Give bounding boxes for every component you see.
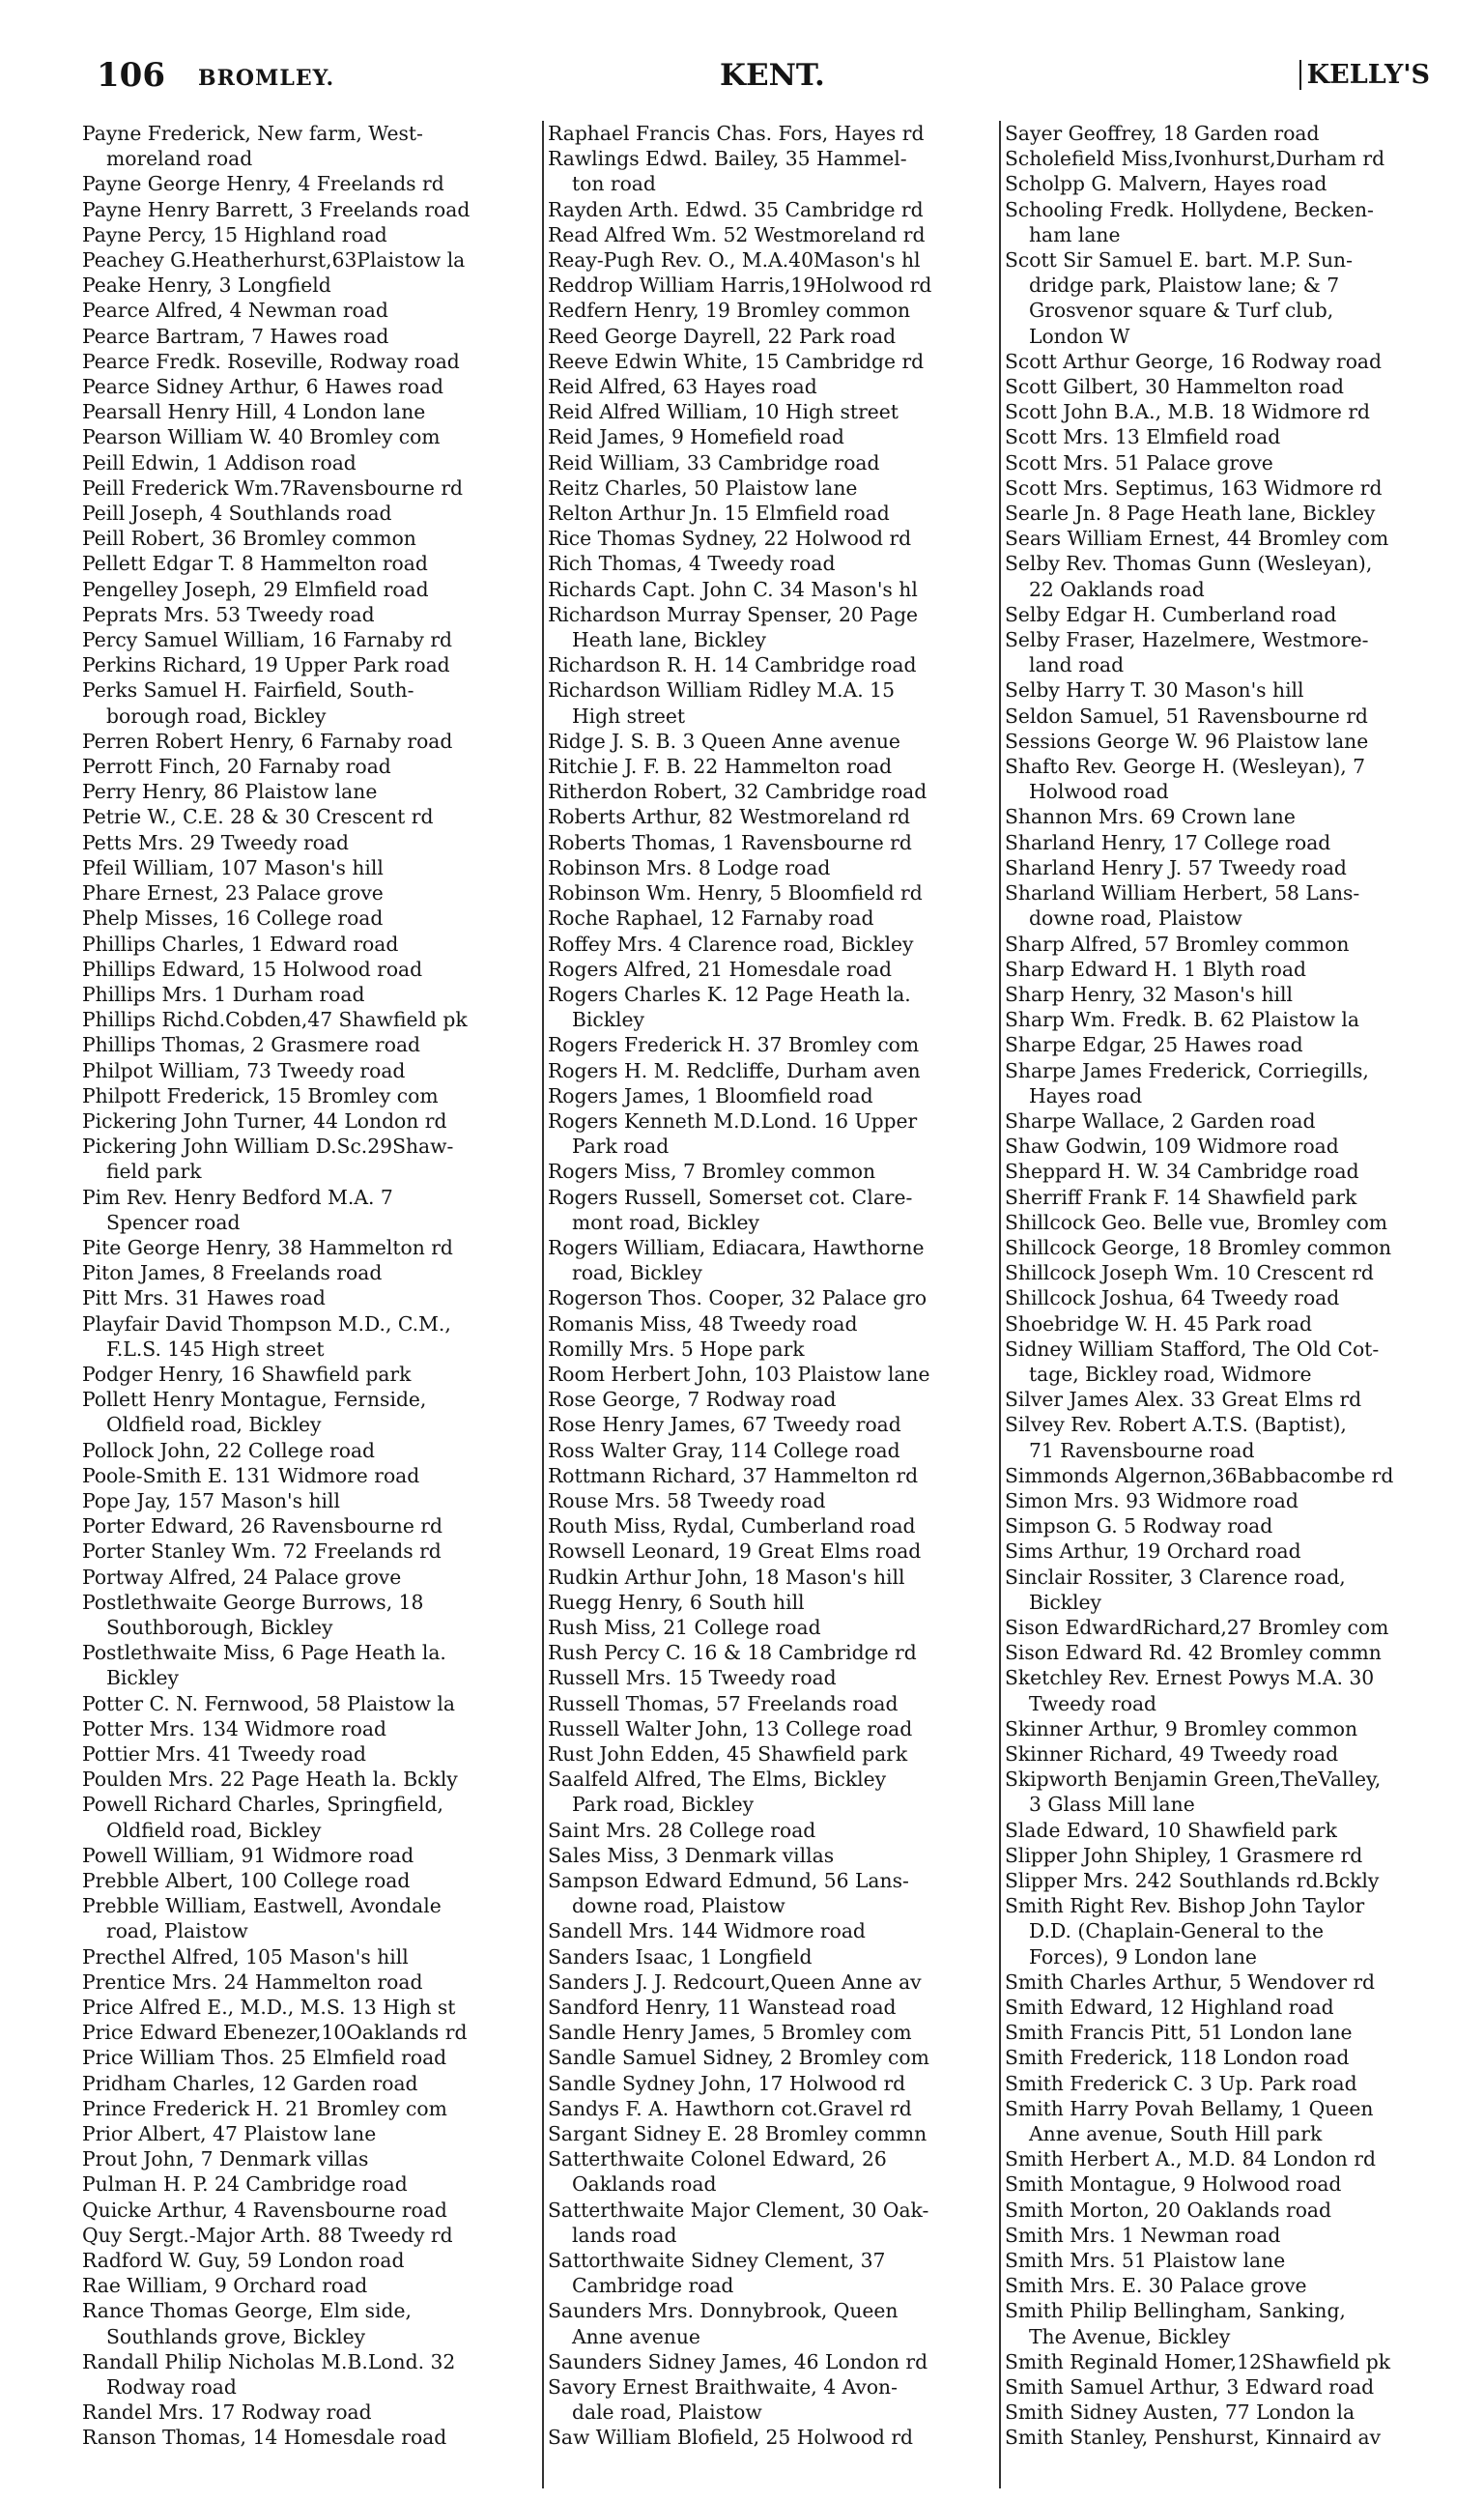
directory-entry: Rawlings Edwd. Bailey, 35 Hammel- xyxy=(548,147,907,171)
directory-entry: Rottmann Richard, 37 Hammelton rd xyxy=(548,1463,919,1487)
entry-continuation-line: 71 Ravensbourne road xyxy=(1029,1438,1255,1462)
entry-continuation-line: D.D. (Chaplain-General to the xyxy=(1029,1919,1324,1943)
entry-continuation-line: dridge park, Plaistow lane; & 7 xyxy=(1029,273,1340,298)
directory-entry: Smith Montague, 9 Holwood road xyxy=(1005,2172,1342,2197)
directory-entry: Pim Rev. Henry Bedford M.A. 7 xyxy=(82,1185,393,1209)
directory-entry: Smith Sidney Austen, 77 London la xyxy=(1005,2400,1356,2425)
directory-entry: Rudkin Arthur John, 18 Mason's hill xyxy=(548,1565,905,1589)
page-number: 106 xyxy=(97,56,165,95)
directory-entry: Scott Mrs. 51 Palace grove xyxy=(1005,450,1273,474)
entry-continuation-line: 3 Glass Mill lane xyxy=(1029,1793,1195,1817)
entry-continuation-line: Bickley xyxy=(1029,1590,1101,1614)
directory-entry: Phelp Misses, 16 College road xyxy=(82,906,384,931)
entry-continuation-line: Spencer road xyxy=(106,1210,241,1234)
directory-entry: Peake Henry, 3 Longfield xyxy=(82,273,331,298)
directory-entry: Richardson Murray Spenser, 20 Page xyxy=(548,602,919,626)
directory-entry: Prout John, 7 Denmark villas xyxy=(82,2147,369,2171)
directory-entry: Sales Miss, 3 Denmark villas xyxy=(548,1843,835,1867)
directory-entry: Reay-Pugh Rev. O., M.A.40Mason's hl xyxy=(548,248,921,273)
directory-entry: Rowsell Leonard, 19 Great Elms road xyxy=(548,1539,922,1564)
directory-entry: Reid Alfred, 63 Hayes road xyxy=(548,375,817,399)
directory-entry: Peill Robert, 36 Bromley common xyxy=(82,527,416,551)
directory-entry: Philpot William, 73 Tweedy road xyxy=(82,1058,406,1082)
county-heading: KENT. xyxy=(720,58,825,93)
directory-entry: Routh Miss, Rydal, Cumberland road xyxy=(548,1514,916,1538)
directory-entry: Payne George Henry, 4 Freelands rd xyxy=(82,172,444,196)
directory-column-1 xyxy=(82,121,536,2488)
directory-entry: Prior Albert, 47 Plaistow lane xyxy=(82,2122,377,2146)
directory-entry: Sharp Edward H. 1 Blyth road xyxy=(1005,957,1306,981)
directory-entry: Saunders Mrs. Donnybrook, Queen xyxy=(548,2299,899,2323)
directory-entry: Precthel Alfred, 105 Mason's hill xyxy=(82,1944,409,1969)
directory-entry: Pollett Henry Montague, Fernside, xyxy=(82,1388,427,1412)
directory-entry: Pulman H. P. 24 Cambridge road xyxy=(82,2172,408,2197)
directory-entry: Randall Philip Nicholas M.B.Lond. 32 xyxy=(82,2349,456,2373)
directory-entry: Sharland Henry J. 57 Tweedy road xyxy=(1005,855,1347,879)
directory-entry: Scott Mrs. 13 Elmfield road xyxy=(1005,425,1281,449)
column-divider xyxy=(999,121,1001,2488)
directory-entry: Shaw Godwin, 109 Widmore road xyxy=(1005,1135,1339,1159)
directory-entry: Postlethwaite Miss, 6 Page Heath la. xyxy=(82,1641,446,1665)
directory-entry: Saunders Sidney James, 46 London rd xyxy=(548,2349,928,2373)
directory-entry: Perks Samuel H. Fairfield, South- xyxy=(82,678,414,703)
directory-entry: Pitt Mrs. 31 Hawes road xyxy=(82,1286,326,1310)
entry-continuation-line: Park road, Bickley xyxy=(572,1793,755,1817)
directory-entry: Russell Mrs. 15 Tweedy road xyxy=(548,1666,837,1690)
directory-entry: Reddrop William Harris,19Holwood rd xyxy=(548,273,932,298)
entry-continuation-line: Bickley xyxy=(572,1008,644,1032)
directory-entry: Redfern Henry, 19 Bromley common xyxy=(548,299,911,323)
directory-entry: Romilly Mrs. 5 Hope park xyxy=(548,1337,805,1361)
directory-entry: Read Alfred Wm. 52 Westmoreland rd xyxy=(548,222,926,246)
directory-entry: Smith Francis Pitt, 51 London lane xyxy=(1005,2021,1353,2045)
entry-continuation-line: 22 Oaklands road xyxy=(1029,577,1205,601)
directory-entry: Roffey Mrs. 4 Clarence road, Bickley xyxy=(548,932,914,956)
entry-continuation-line: Park road xyxy=(572,1135,670,1159)
directory-entry: Payne Frederick, New farm, West- xyxy=(82,122,423,145)
directory-entry: Reid William, 33 Cambridge road xyxy=(548,450,880,474)
directory-entry: Pearson William W. 40 Bromley com xyxy=(82,425,441,449)
directory-entry: Poole-Smith E. 131 Widmore road xyxy=(82,1463,420,1487)
directory-entry: Philpott Frederick, 15 Bromley com xyxy=(82,1083,439,1107)
directory-entry: Rogers James, 1 Bloomfield road xyxy=(548,1083,873,1107)
directory-entry: Ritchie J. F. B. 22 Hammelton road xyxy=(548,755,893,779)
directory-entry: Sanders J. J. Redcourt,Queen Anne av xyxy=(548,1969,922,1994)
directory-entry: Rogers Russell, Somerset cot. Clare- xyxy=(548,1185,913,1209)
directory-entry: Sharp Henry, 32 Mason's hill xyxy=(1005,982,1294,1006)
directory-entry: Reid Alfred William, 10 High street xyxy=(548,400,899,424)
directory-entry: Potter C. N. Fernwood, 58 Plaistow la xyxy=(82,1691,456,1715)
directory-entry: Portway Alfred, 24 Palace grove xyxy=(82,1565,402,1589)
directory-entry: Pickering John William D.Sc.29Shaw- xyxy=(82,1135,454,1159)
directory-entry: Shafto Rev. George H. (Wesleyan), 7 xyxy=(1005,755,1366,779)
directory-entry: Peprats Mrs. 53 Tweedy road xyxy=(82,602,375,626)
directory-entry: Russell Thomas, 57 Freelands road xyxy=(548,1691,899,1715)
directory-entry: Smith Frederick C. 3 Up. Park road xyxy=(1005,2071,1357,2095)
directory-entry: Pickering John Turner, 44 London rd xyxy=(82,1108,447,1133)
entry-continuation-line: downe road, Plaistow xyxy=(1029,906,1242,931)
directory-entry: Smith Morton, 20 Oaklands road xyxy=(1005,2198,1331,2222)
entry-continuation-line: downe road, Plaistow xyxy=(572,1894,785,1918)
directory-entry: Sims Arthur, 19 Orchard road xyxy=(1005,1539,1301,1564)
directory-entry: Rogers Kenneth M.D.Lond. 16 Upper xyxy=(548,1108,918,1133)
directory-entry: Pottier Mrs. 41 Tweedy road xyxy=(82,1742,367,1766)
directory-entry: Playfair David Thompson M.D., C.M., xyxy=(82,1311,451,1336)
directory-entry: Smith Reginald Homer,12Shawfield pk xyxy=(1005,2349,1391,2373)
directory-entry: Romanis Miss, 48 Tweedy road xyxy=(548,1311,858,1336)
directory-entry: Rogers Miss, 7 Bromley common xyxy=(548,1160,876,1184)
directory-entry: Smith Mrs. E. 30 Palace grove xyxy=(1005,2274,1307,2298)
directory-entry: Searle Jn. 8 Page Heath lane, Bickley xyxy=(1005,502,1376,526)
directory-entry: Scholpp G. Malvern, Hayes road xyxy=(1005,172,1327,196)
directory-entry: Robinson Wm. Henry, 5 Bloomfield rd xyxy=(548,881,923,906)
entry-continuation-line: Heath lane, Bickley xyxy=(572,628,766,652)
directory-entry: Powell William, 91 Widmore road xyxy=(82,1843,414,1867)
directory-entry: Sandle Samuel Sidney, 2 Bromley com xyxy=(548,2046,929,2070)
directory-entry: Reed George Dayrell, 22 Park road xyxy=(548,324,897,348)
directory-entry: Ritherdon Robert, 32 Cambridge road xyxy=(548,780,928,804)
directory-entry: Satterthwaite Colonel Edward, 26 xyxy=(548,2147,887,2171)
directory-entry: Pollock John, 22 College road xyxy=(82,1438,376,1462)
directory-entry: Perkins Richard, 19 Upper Park road xyxy=(82,653,450,677)
directory-entry: Robinson Mrs. 8 Lodge road xyxy=(548,855,831,879)
entry-continuation-line: Forces), 9 London lane xyxy=(1029,1944,1257,1969)
directory-entry: Pope Jay, 157 Mason's hill xyxy=(82,1488,340,1512)
directory-entry: Room Herbert John, 103 Plaistow lane xyxy=(548,1362,930,1386)
directory-entry: Ruegg Henry, 6 South hill xyxy=(548,1590,805,1614)
entry-continuation-line: The Avenue, Bickley xyxy=(1029,2324,1231,2348)
directory-entry: Shannon Mrs. 69 Crown lane xyxy=(1005,805,1296,829)
entry-continuation-line: field park xyxy=(106,1160,202,1184)
directory-entry: Sison EdwardRichard,27 Bromley com xyxy=(1005,1615,1389,1639)
directory-entry: Smith Harry Povah Bellamy, 1 Queen xyxy=(1005,2096,1374,2120)
entry-continuation-line: moreland road xyxy=(106,147,253,171)
directory-entry: Price William Thos. 25 Elmfield road xyxy=(82,2046,447,2070)
entry-continuation-line: Bickley xyxy=(106,1666,179,1690)
directory-entry: Prebble Albert, 100 College road xyxy=(82,1869,411,1893)
directory-entry: Prebble William, Eastwell, Avondale xyxy=(82,1894,442,1918)
directory-entry: Saalfeld Alfred, The Elms, Bickley xyxy=(548,1768,887,1792)
directory-entry: Shillcock Geo. Belle vue, Bromley com xyxy=(1005,1210,1388,1234)
entry-continuation-line: Tweedy road xyxy=(1029,1691,1157,1715)
directory-entry: Richards Capt. John C. 34 Mason's hl xyxy=(548,577,918,601)
directory-entry: Sinclair Rossiter, 3 Clarence road, xyxy=(1005,1565,1346,1589)
directory-entry: Pearce Bartram, 7 Hawes road xyxy=(82,324,389,348)
directory-entry: Slade Edward, 10 Shawfield park xyxy=(1005,1818,1337,1842)
directory-entry: Payne Henry Barrett, 3 Freelands road xyxy=(82,197,471,221)
directory-entry: Perry Henry, 86 Plaistow lane xyxy=(82,780,378,804)
directory-entry: Phillips Thomas, 2 Grasmere road xyxy=(82,1033,421,1057)
directory-entry: Shillcock Joshua, 64 Tweedy road xyxy=(1005,1286,1340,1310)
directory-entry: Scott Arthur George, 16 Rodway road xyxy=(1005,349,1383,373)
directory-entry: Phillips Mrs. 1 Durham road xyxy=(82,982,365,1006)
directory-entry: Pridham Charles, 12 Garden road xyxy=(82,2071,418,2095)
directory-entry: Sharp Alfred, 57 Bromley common xyxy=(1005,932,1350,956)
directory-entry: Roche Raphael, 12 Farnaby road xyxy=(548,906,874,931)
directory-entry: Sharpe Edgar, 25 Hawes road xyxy=(1005,1033,1303,1057)
directory-entry: Shillcock Joseph Wm. 10 Crescent rd xyxy=(1005,1261,1374,1285)
directory-entry: Rice Thomas Sydney, 22 Holwood rd xyxy=(548,527,912,551)
directory-entry: Sanders Isaac, 1 Longfield xyxy=(548,1944,813,1969)
directory-entry: Scott Sir Samuel E. bart. M.P. Sun- xyxy=(1005,248,1353,273)
place-heading: BROMLEY. xyxy=(198,66,335,91)
directory-entry: Rogers William, Ediacara, Hawthorne xyxy=(548,1235,925,1259)
directory-entry: Rich Thomas, 4 Tweedy road xyxy=(548,552,836,576)
entry-continuation-line: Anne avenue xyxy=(572,2324,700,2348)
directory-entry: Seldon Samuel, 51 Ravensbourne rd xyxy=(1005,704,1368,728)
directory-entry: Rush Miss, 21 College road xyxy=(548,1615,821,1639)
directory-entry: Rust John Edden, 45 Shawfield park xyxy=(548,1742,908,1766)
directory-entry: Potter Mrs. 134 Widmore road xyxy=(82,1716,386,1740)
directory-entry: Piton James, 8 Freelands road xyxy=(82,1261,383,1285)
directory-entry: Smith Charles Arthur, 5 Wendover rd xyxy=(1005,1969,1376,1994)
directory-entry: Rance Thomas George, Elm side, xyxy=(82,2299,412,2323)
directory-entry: Satterthwaite Major Clement, 30 Oak- xyxy=(548,2198,929,2222)
directory-entry: Ross Walter Gray, 114 College road xyxy=(548,1438,900,1462)
entry-continuation-line: Anne avenue, South Hill park xyxy=(1029,2122,1323,2146)
directory-entry: Phare Ernest, 23 Palace grove xyxy=(82,881,384,906)
directory-entry: Rogers Alfred, 21 Homesdale road xyxy=(548,957,893,981)
directory-entry: Rose George, 7 Rodway road xyxy=(548,1388,837,1412)
directory-entry: Quy Sergt.-Major Arth. 88 Tweedy rd xyxy=(82,2223,453,2247)
directory-entry: Powell Richard Charles, Springfield, xyxy=(82,1793,443,1817)
directory-entry: Peill Frederick Wm.7Ravensbourne rd xyxy=(82,475,463,500)
directory-entry: Sheppard H. W. 34 Cambridge road xyxy=(1005,1160,1359,1184)
directory-entry: Smith Edward, 12 Highland road xyxy=(1005,1996,1334,2020)
directory-entry: Selby Harry T. 30 Mason's hill xyxy=(1005,678,1304,703)
directory-entry: Rogers Frederick H. 37 Bromley com xyxy=(548,1033,920,1057)
directory-entry: Rush Percy C. 16 & 18 Cambridge rd xyxy=(548,1641,917,1665)
page-header xyxy=(97,50,1430,99)
directory-entry: Scott Gilbert, 30 Hammelton road xyxy=(1005,375,1344,399)
directory-entry: Payne Percy, 15 Highland road xyxy=(82,222,387,246)
directory-entry: Sattorthwaite Sidney Clement, 37 xyxy=(548,2249,886,2273)
entry-continuation-line: Southlands grove, Bickley xyxy=(106,2324,366,2348)
directory-entry: Reitz Charles, 50 Plaistow lane xyxy=(548,475,858,500)
directory-entry: Sandys F. A. Hawthorn cot.Gravel rd xyxy=(548,2096,912,2120)
directory-entry: Sampson Edward Edmund, 56 Lans- xyxy=(548,1869,909,1893)
directory-entry: Simmonds Algernon,36Babbacombe rd xyxy=(1005,1463,1394,1487)
entry-continuation-line: Hayes road xyxy=(1029,1083,1143,1107)
directory-entry: Saw William Blofield, 25 Holwood rd xyxy=(548,2426,914,2450)
directory-entry: Selby Rev. Thomas Gunn (Wesleyan), xyxy=(1005,552,1373,576)
directory-entry: Sayer Geoffrey, 18 Garden road xyxy=(1005,122,1320,145)
entry-continuation-line: Cambridge road xyxy=(572,2274,734,2298)
directory-entry: Smith Samuel Arthur, 3 Edward road xyxy=(1005,2375,1375,2400)
directory-entry: Silver James Alex. 33 Great Elms rd xyxy=(1005,1388,1362,1412)
directory-entry: Russell Walter John, 13 College road xyxy=(548,1716,913,1740)
directory-entry: Rae William, 9 Orchard road xyxy=(82,2274,368,2298)
directory-column-3 xyxy=(1005,121,1459,2488)
entry-continuation-line: road, Bickley xyxy=(572,1261,702,1285)
entry-continuation-line: F.L.S. 145 High street xyxy=(106,1337,325,1361)
directory-entry: Smith Mrs. 1 Newman road xyxy=(1005,2223,1281,2247)
directory-entry: Peill Edwin, 1 Addison road xyxy=(82,450,357,474)
directory-entry: Sharland William Herbert, 58 Lans- xyxy=(1005,881,1360,906)
directory-entry: Pengelley Joseph, 29 Elmfield road xyxy=(82,577,429,601)
directory-entry: Peill Joseph, 4 Southlands road xyxy=(82,502,392,526)
directory-column-2 xyxy=(548,121,995,2488)
directory-entry: Slipper John Shipley, 1 Grasmere rd xyxy=(1005,1843,1363,1867)
entry-continuation-line: London W xyxy=(1029,324,1130,348)
directory-entry: Sketchley Rev. Ernest Powys M.A. 30 xyxy=(1005,1666,1375,1690)
directory-entry: Savory Ernest Braithwaite, 4 Avon- xyxy=(548,2375,898,2400)
directory-entry: Sherriff Frank F. 14 Shawfield park xyxy=(1005,1185,1357,1209)
entry-continuation-line: Rodway road xyxy=(106,2375,237,2400)
entry-continuation-line: Oldfield road, Bickley xyxy=(106,1818,322,1842)
entry-continuation-line: Oldfield road, Bickley xyxy=(106,1413,322,1437)
directory-entry: Smith Philip Bellingham, Sanking, xyxy=(1005,2299,1346,2323)
directory-entry: Pearce Sidney Arthur, 6 Hawes road xyxy=(82,375,443,399)
entry-continuation-line: borough road, Bickley xyxy=(106,704,327,728)
directory-entry: Sargant Sidney E. 28 Bromley commn xyxy=(548,2122,928,2146)
directory-entry: Saint Mrs. 28 College road xyxy=(548,1818,816,1842)
directory-entry: Relton Arthur Jn. 15 Elmfield road xyxy=(548,502,890,526)
directory-entry: Price Alfred E., M.D., M.S. 13 High st xyxy=(82,1996,456,2020)
entry-continuation-line: dale road, Plaistow xyxy=(572,2400,762,2425)
directory-entry: Prentice Mrs. 24 Hammelton road xyxy=(82,1969,423,1994)
directory-entry: Prince Frederick H. 21 Bromley com xyxy=(82,2096,447,2120)
directory-entry: Phillips Edward, 15 Holwood road xyxy=(82,957,423,981)
entry-continuation-line: Oaklands road xyxy=(572,2172,717,2197)
directory-entry: Rouse Mrs. 58 Tweedy road xyxy=(548,1488,826,1512)
directory-entry: Perren Robert Henry, 6 Farnaby road xyxy=(82,729,453,753)
directory-entry: Reid James, 9 Homefield road xyxy=(548,425,844,449)
directory-entry: Poulden Mrs. 22 Page Heath la. Bckly xyxy=(82,1768,458,1792)
entry-continuation-line: land road xyxy=(1029,653,1125,677)
directory-entry: Sharland Henry, 17 College road xyxy=(1005,830,1331,854)
directory-entry: Perrott Finch, 20 Farnaby road xyxy=(82,755,391,779)
entry-continuation-line: road, Plaistow xyxy=(106,1919,248,1943)
directory-entry: Smith Right Rev. Bishop John Taylor xyxy=(1005,1894,1365,1918)
directory-entry: Rogers Charles K. 12 Page Heath la. xyxy=(548,982,911,1006)
directory-entry: Rayden Arth. Edwd. 35 Cambridge rd xyxy=(548,197,924,221)
entry-continuation-line: lands road xyxy=(572,2223,677,2247)
entry-continuation-line: Holwood road xyxy=(1029,780,1169,804)
directory-entry: Percy Samuel William, 16 Farnaby rd xyxy=(82,628,453,652)
directory-entry: Scott John B.A., M.B. 18 Widmore rd xyxy=(1005,400,1370,424)
directory-entry: Rogers H. M. Redcliffe, Durham aven xyxy=(548,1058,921,1082)
directory-entry: Quicke Arthur, 4 Ravensbourne road xyxy=(82,2198,447,2222)
directory-entry: Schooling Fredk. Hollydene, Becken- xyxy=(1005,197,1374,221)
directory-entry: Sison Edward Rd. 42 Bromley commn xyxy=(1005,1641,1382,1665)
directory-entry: Randel Mrs. 17 Rodway road xyxy=(82,2400,372,2425)
entry-continuation-line: ton road xyxy=(572,172,656,196)
directory-entry: Shillcock George, 18 Bromley common xyxy=(1005,1235,1392,1259)
directory-entry: Sharp Wm. Fredk. B. 62 Plaistow la xyxy=(1005,1008,1359,1032)
directory-entry: Smith Frederick, 118 London road xyxy=(1005,2046,1350,2070)
directory-entry: Sessions George W. 96 Plaistow lane xyxy=(1005,729,1369,753)
directory-entry: Sharpe James Frederick, Corriegills, xyxy=(1005,1058,1369,1082)
directory-entry: Pite George Henry, 38 Hammelton rd xyxy=(82,1235,453,1259)
directory-entry: Ridge J. S. B. 3 Queen Anne avenue xyxy=(548,729,900,753)
directory-entry: Skipworth Benjamin Green,TheValley, xyxy=(1005,1768,1382,1792)
entry-continuation-line: Grosvenor square & Turf club, xyxy=(1029,299,1334,323)
publisher-heading: KELLY'S xyxy=(1299,60,1430,90)
directory-entry: Selby Edgar H. Cumberland road xyxy=(1005,602,1337,626)
entry-continuation-line: tage, Bickley road, Widmore xyxy=(1029,1362,1312,1386)
directory-entry: Sidney William Stafford, The Old Cot- xyxy=(1005,1337,1380,1361)
column-divider xyxy=(542,121,544,2488)
directory-entry: Peachey G.Heatherhurst,63Plaistow la xyxy=(82,248,466,273)
directory-entry: Smith Herbert A., M.D. 84 London rd xyxy=(1005,2147,1376,2171)
directory-entry: Pfeil William, 107 Mason's hill xyxy=(82,855,384,879)
entry-continuation-line: High street xyxy=(572,704,686,728)
directory-entry: Petts Mrs. 29 Tweedy road xyxy=(82,830,349,854)
directory-entry: Richardson William Ridley M.A. 15 xyxy=(548,678,895,703)
directory-entry: Sandle Henry James, 5 Bromley com xyxy=(548,2021,912,2045)
directory-entry: Sandle Sydney John, 17 Holwood rd xyxy=(548,2071,906,2095)
directory-entry: Phillips Richd.Cobden,47 Shawfield pk xyxy=(82,1008,468,1032)
directory-entry: Pellett Edgar T. 8 Hammelton road xyxy=(82,552,428,576)
directory-entry: Slipper Mrs. 242 Southlands rd.Bckly xyxy=(1005,1869,1380,1893)
directory-entry: Silvey Rev. Robert A.T.S. (Baptist), xyxy=(1005,1413,1347,1437)
directory-entry: Richardson R. H. 14 Cambridge road xyxy=(548,653,917,677)
directory-entry: Simpson G. 5 Rodway road xyxy=(1005,1514,1273,1538)
directory-entry: Skinner Richard, 49 Tweedy road xyxy=(1005,1742,1339,1766)
directory-entry: Price Edward Ebenezer,10Oaklands rd xyxy=(82,2021,468,2045)
directory-entry: Pearce Alfred, 4 Newman road xyxy=(82,299,388,323)
directory-entry: Selby Fraser, Hazelmere, Westmore- xyxy=(1005,628,1369,652)
directory-entry: Rose Henry James, 67 Tweedy road xyxy=(548,1413,901,1437)
directory-entry: Sharpe Wallace, 2 Garden road xyxy=(1005,1108,1316,1133)
directory-entry: Postlethwaite George Burrows, 18 xyxy=(82,1590,424,1614)
directory-entry: Smith Mrs. 51 Plaistow lane xyxy=(1005,2249,1286,2273)
directory-entry: Rogerson Thos. Cooper, 32 Palace gro xyxy=(548,1286,928,1310)
directory-entry: Phillips Charles, 1 Edward road xyxy=(82,932,399,956)
directory-entry: Reeve Edwin White, 15 Cambridge rd xyxy=(548,349,925,373)
directory-entry: Porter Edward, 26 Ravensbourne rd xyxy=(82,1514,442,1538)
directory-entry: Petrie W., C.E. 28 & 30 Crescent rd xyxy=(82,805,434,829)
directory-entry: Sears William Ernest, 44 Bromley com xyxy=(1005,527,1389,551)
directory-entry: Raphael Francis Chas. Fors, Hayes rd xyxy=(548,122,925,145)
directory-entry: Sandell Mrs. 144 Widmore road xyxy=(548,1919,866,1943)
directory-entry: Simon Mrs. 93 Widmore road xyxy=(1005,1488,1298,1512)
directory-entry: Shoebridge W. H. 45 Park road xyxy=(1005,1311,1313,1336)
directory-entry: Scott Mrs. Septimus, 163 Widmore rd xyxy=(1005,475,1383,500)
directory-entry: Pearsall Henry Hill, 4 London lane xyxy=(82,400,426,424)
directory-entry: Roberts Arthur, 82 Westmoreland rd xyxy=(548,805,911,829)
directory-entry: Smith Stanley, Penshurst, Kinnaird av xyxy=(1005,2426,1382,2450)
directory-entry: Podger Henry, 16 Shawfield park xyxy=(82,1362,412,1386)
directory-entry: Pearce Fredk. Roseville, Rodway road xyxy=(82,349,460,373)
directory-entry: Skinner Arthur, 9 Bromley common xyxy=(1005,1716,1358,1740)
entry-continuation-line: Southborough, Bickley xyxy=(106,1615,333,1639)
directory-entry: Scholefield Miss,Ivonhurst,Durham rd xyxy=(1005,147,1385,171)
directory-entry: Ranson Thomas, 14 Homesdale road xyxy=(82,2426,447,2450)
directory-entry: Sandford Henry, 11 Wanstead road xyxy=(548,1996,897,2020)
entry-continuation-line: ham lane xyxy=(1029,222,1121,246)
directory-entry: Porter Stanley Wm. 72 Freelands rd xyxy=(82,1539,442,1564)
directory-entry: Radford W. Guy, 59 London road xyxy=(82,2249,405,2273)
entry-continuation-line: mont road, Bickley xyxy=(572,1210,759,1234)
directory-entry: Roberts Thomas, 1 Ravensbourne rd xyxy=(548,830,912,854)
